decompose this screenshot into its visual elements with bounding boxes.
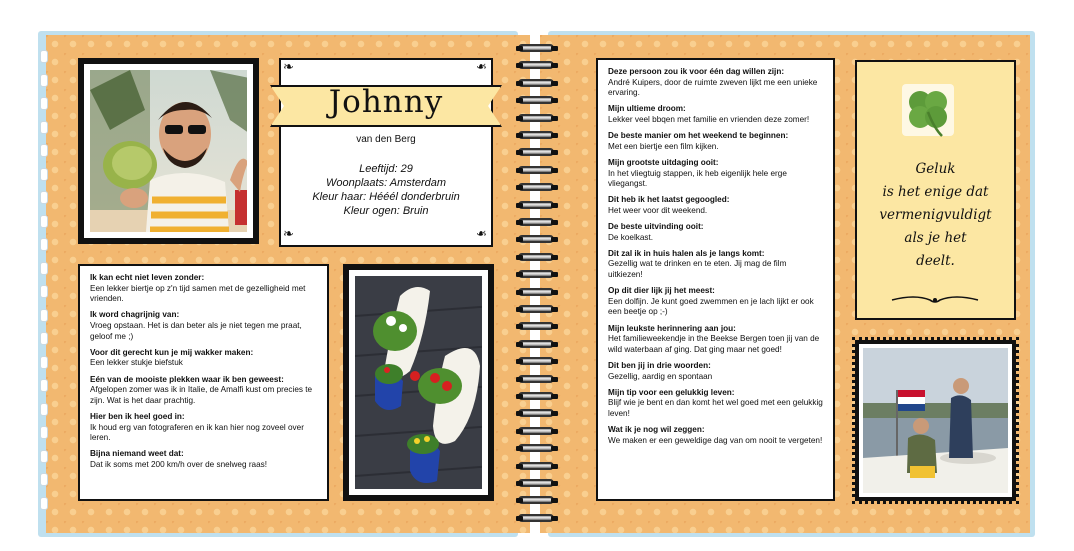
answer: Een lekker biertje op z'n tijd samen met de gezelligheid met vrienden. <box>90 283 306 304</box>
binder-hole <box>40 121 48 134</box>
question: Eén van de mooiste plekken waar ik ben geweest: <box>90 374 284 384</box>
coil-slot <box>551 464 558 469</box>
question: Dit zal ik in huis halen als je langs komt: <box>608 248 765 258</box>
binder-hole <box>40 426 48 439</box>
answer: Het weer voor dit weekend. <box>608 205 708 215</box>
spiral-coil <box>518 375 556 385</box>
spiral-coil <box>518 305 556 315</box>
spiral-coil <box>518 166 556 176</box>
coil-ring <box>518 392 554 400</box>
coil-slot <box>551 359 558 364</box>
coil-slot <box>516 81 523 86</box>
coil-ring <box>518 148 554 156</box>
coil-ring <box>518 496 554 504</box>
spiral-coil <box>518 148 556 158</box>
answer: Blijf wie je bent en dan komt het wel goed met een gelukkig leven! <box>608 398 823 418</box>
coil-ring <box>518 79 554 87</box>
coil-slot <box>516 255 523 260</box>
answer: Afgelopen zomer was ik in Italie, de Amalfi kust om precies te zijn. Wat is het daar prachtig. <box>90 385 313 405</box>
coil-ring <box>518 166 554 174</box>
spiral-coil <box>518 253 556 263</box>
question: Bijna niemand weet dat: <box>90 449 184 459</box>
coil-slot <box>516 394 523 399</box>
ornament-icon: ❧ <box>283 60 294 75</box>
quote-text <box>855 158 1016 273</box>
qa-card-left <box>78 264 329 501</box>
question: Wat ik je nog wil zeggen: <box>608 425 705 435</box>
question: De beste uitvinding ooit: <box>608 222 704 232</box>
question: Hier ben ik heel goed in: <box>90 411 185 421</box>
coil-slot <box>516 516 523 521</box>
coil-slot <box>551 272 558 277</box>
coil-slot <box>516 237 523 242</box>
photo-frame-portrait <box>78 58 259 244</box>
binder-hole <box>40 262 48 275</box>
binder-hole <box>40 379 48 392</box>
coil-ring <box>518 444 554 452</box>
spiral-coil <box>518 409 556 419</box>
question: Op dit dier lijk jij het meest: <box>608 286 715 296</box>
spiral-coil <box>518 514 556 524</box>
coil-ring <box>518 61 554 69</box>
answer: De koelkast. <box>608 232 654 242</box>
binder-hole <box>40 74 48 87</box>
coil-slot <box>516 342 523 347</box>
coil-slot <box>551 255 558 260</box>
fact-hair: Kleur haar: Hééél donderbruin <box>312 191 460 203</box>
binder-hole <box>40 309 48 322</box>
spiral-coil <box>518 427 556 437</box>
coil-ring <box>518 131 554 139</box>
question: Mijn leukste herinnering aan jou: <box>608 323 736 333</box>
answer: André Kuipers, door de ruimte zweven lijkt me een unieke ervaring. <box>608 77 818 98</box>
question: Dit heb ik het laatst gegoogled: <box>608 195 730 205</box>
quote-line: Geluk <box>915 161 956 177</box>
spiral-coil <box>518 61 556 71</box>
binder-hole <box>40 497 48 510</box>
spiral-coil <box>518 357 556 367</box>
coil-slot <box>551 81 558 86</box>
quote-line: vermenigvuldigt <box>879 207 992 223</box>
coil-ring <box>518 340 554 348</box>
binder-hole <box>40 450 48 463</box>
spiral-coil <box>518 114 556 124</box>
coil-slot <box>551 168 558 173</box>
coil-slot <box>516 429 523 434</box>
coil-slot <box>516 359 523 364</box>
binder-hole <box>40 403 48 416</box>
ornament-icon: ❧ <box>476 227 487 242</box>
answer: Een dolfijn. Je kunt goed zwemmen en je lach lijkt er ook een beetje op ;-) <box>608 296 814 317</box>
coil-slot <box>516 411 523 416</box>
coil-slot <box>516 307 523 312</box>
coil-slot <box>516 116 523 121</box>
coil-slot <box>516 498 523 503</box>
coil-ring <box>518 235 554 243</box>
coil-slot <box>551 116 558 121</box>
coil-ring <box>518 288 554 296</box>
coil-slot <box>516 481 523 486</box>
spiral-coil <box>518 44 556 54</box>
spiral-coil <box>518 322 556 332</box>
profile-surname: van den Berg <box>356 134 416 145</box>
answer: Lekker veel bbqen met familie en vrienden deze zomer! <box>608 114 810 124</box>
binder-hole <box>40 168 48 181</box>
answer: Vroeg opstaan. Het is dan beter als je niet tegen me praat, geloof me ;) <box>90 320 302 341</box>
question: Mijn tip voor een gelukkig leven: <box>608 387 735 397</box>
answer: Dat ik soms met 200 km/h over de snelweg raas! <box>90 459 268 469</box>
coil-slot <box>551 446 558 451</box>
coil-slot <box>551 98 558 103</box>
answer: In het vliegtuig stappen, ik heb eigenlijk hele erge vliegangst. <box>608 168 787 189</box>
coil-ring <box>518 479 554 487</box>
question: De beste manier om het weekend te beginnen: <box>608 131 789 141</box>
quote-line: als je het <box>904 230 967 246</box>
profile-facts <box>279 162 493 218</box>
spiral-coil <box>518 270 556 280</box>
coil-slot <box>516 203 523 208</box>
coil-ring <box>518 96 554 104</box>
coil-slot <box>516 446 523 451</box>
binder-hole <box>40 144 48 157</box>
answer: Gezellig wat te drinken en te eten. Jij mag de film uitkiezen! <box>608 259 787 280</box>
coil-ring <box>518 514 554 522</box>
coil-ring <box>518 462 554 470</box>
coil-slot <box>551 63 558 68</box>
coil-ring <box>518 357 554 365</box>
fact-age: Leeftijd: 29 <box>359 163 413 175</box>
ornament-icon: ❧ <box>476 60 487 75</box>
spiral-coil <box>518 479 556 489</box>
coil-slot <box>516 133 523 138</box>
coil-slot <box>551 429 558 434</box>
coil-ring <box>518 270 554 278</box>
question: Deze persoon zou ik voor één dag willen zijn: <box>608 67 785 76</box>
portrait-photo <box>90 70 247 232</box>
coil-ring <box>518 305 554 313</box>
spiral-coil <box>518 201 556 211</box>
coil-slot <box>516 46 523 51</box>
coil-slot <box>516 185 523 190</box>
coil-ring <box>518 183 554 191</box>
coil-ring <box>518 375 554 383</box>
coil-ring <box>518 253 554 261</box>
coil-ring <box>518 409 554 417</box>
coil-slot <box>551 150 558 155</box>
answer: Het familieweekendje in the Beekse Bergen toen jij van de wild waterbaan af ging. Dat ging maar net goed! <box>608 334 820 354</box>
coil-slot <box>551 394 558 399</box>
spiral-coil <box>518 462 556 472</box>
coil-slot <box>516 63 523 68</box>
coil-slot <box>551 324 558 329</box>
coil-slot <box>516 220 523 225</box>
question: Mijn ultieme droom: <box>608 104 686 114</box>
coil-ring <box>518 322 554 330</box>
quote-line: deelt. <box>916 253 955 269</box>
question: Ik word chagrijnig van: <box>90 310 180 320</box>
fact-eyes: Kleur ogen: Bruin <box>343 205 429 217</box>
answer: We maken er een geweldige dag van om nooit te vergeten! <box>608 435 823 445</box>
spiral-coil <box>518 79 556 89</box>
question: Mijn grootste uitdaging ooit: <box>608 157 719 167</box>
coil-ring <box>518 114 554 122</box>
coil-slot <box>551 290 558 295</box>
qa-card-right <box>596 58 835 501</box>
spiral-coil <box>518 340 556 350</box>
spiral-coil <box>518 288 556 298</box>
spiral-coil <box>518 444 556 454</box>
photo-frame-boat <box>855 340 1016 501</box>
photo-frame-clogs <box>343 264 494 501</box>
spiral-coil <box>518 183 556 193</box>
clover-icon <box>900 82 956 140</box>
coil-ring <box>518 218 554 226</box>
spiral-binding <box>512 40 562 530</box>
answer: Een lekker stukje biefstuk <box>90 358 183 368</box>
spiral-coil <box>518 96 556 106</box>
coil-slot <box>551 185 558 190</box>
coil-slot <box>551 481 558 486</box>
boat-photo <box>863 348 1008 493</box>
binder-holes <box>38 50 46 520</box>
binder-hole <box>40 285 48 298</box>
answer: Ik houd erg van fotograferen en ik kan hier nog zoveel over leren. <box>90 422 304 443</box>
coil-ring <box>518 201 554 209</box>
coil-slot <box>516 324 523 329</box>
question: Voor dit gerecht kun je mij wakker maken: <box>90 347 254 357</box>
question: Dit ben jij in drie woorden: <box>608 361 711 370</box>
coil-slot <box>551 203 558 208</box>
coil-slot <box>516 290 523 295</box>
profile-name: Johnny <box>328 84 444 120</box>
quote-line: is het enige dat <box>882 184 989 200</box>
fact-city: Woonplaats: Amsterdam <box>325 177 447 189</box>
binder-hole <box>40 238 48 251</box>
spiral-coil <box>518 496 556 506</box>
coil-slot <box>516 150 523 155</box>
clogs-photo <box>355 276 482 489</box>
flourish-icon <box>890 292 980 308</box>
binder-hole <box>40 332 48 345</box>
coil-slot <box>551 411 558 416</box>
binder-hole <box>40 215 48 228</box>
coil-slot <box>516 168 523 173</box>
answer: Met een biertje een film kijken. <box>608 141 719 151</box>
coil-slot <box>516 272 523 277</box>
coil-slot <box>551 307 558 312</box>
binder-hole <box>40 473 48 486</box>
coil-ring <box>518 44 554 52</box>
spiral-coil <box>518 218 556 228</box>
spiral-coil <box>518 392 556 402</box>
coil-slot <box>551 498 558 503</box>
spiral-coil <box>518 131 556 141</box>
binder-hole <box>40 356 48 369</box>
binder-hole <box>40 50 48 63</box>
binder-hole <box>40 191 48 204</box>
coil-slot <box>551 237 558 242</box>
coil-ring <box>518 427 554 435</box>
coil-slot <box>516 98 523 103</box>
spiral-coil <box>518 235 556 245</box>
coil-slot <box>551 377 558 382</box>
coil-slot <box>516 464 523 469</box>
binder-hole <box>40 97 48 110</box>
coil-slot <box>551 342 558 347</box>
answer: Gezellig, aardig en spontaan <box>608 371 713 381</box>
question: Ik kan echt niet leven zonder: <box>90 273 205 282</box>
coil-slot <box>516 377 523 382</box>
coil-slot <box>551 46 558 51</box>
coil-slot <box>551 220 558 225</box>
ornament-icon: ❧ <box>283 227 294 242</box>
coil-slot <box>551 516 558 521</box>
coil-slot <box>551 133 558 138</box>
